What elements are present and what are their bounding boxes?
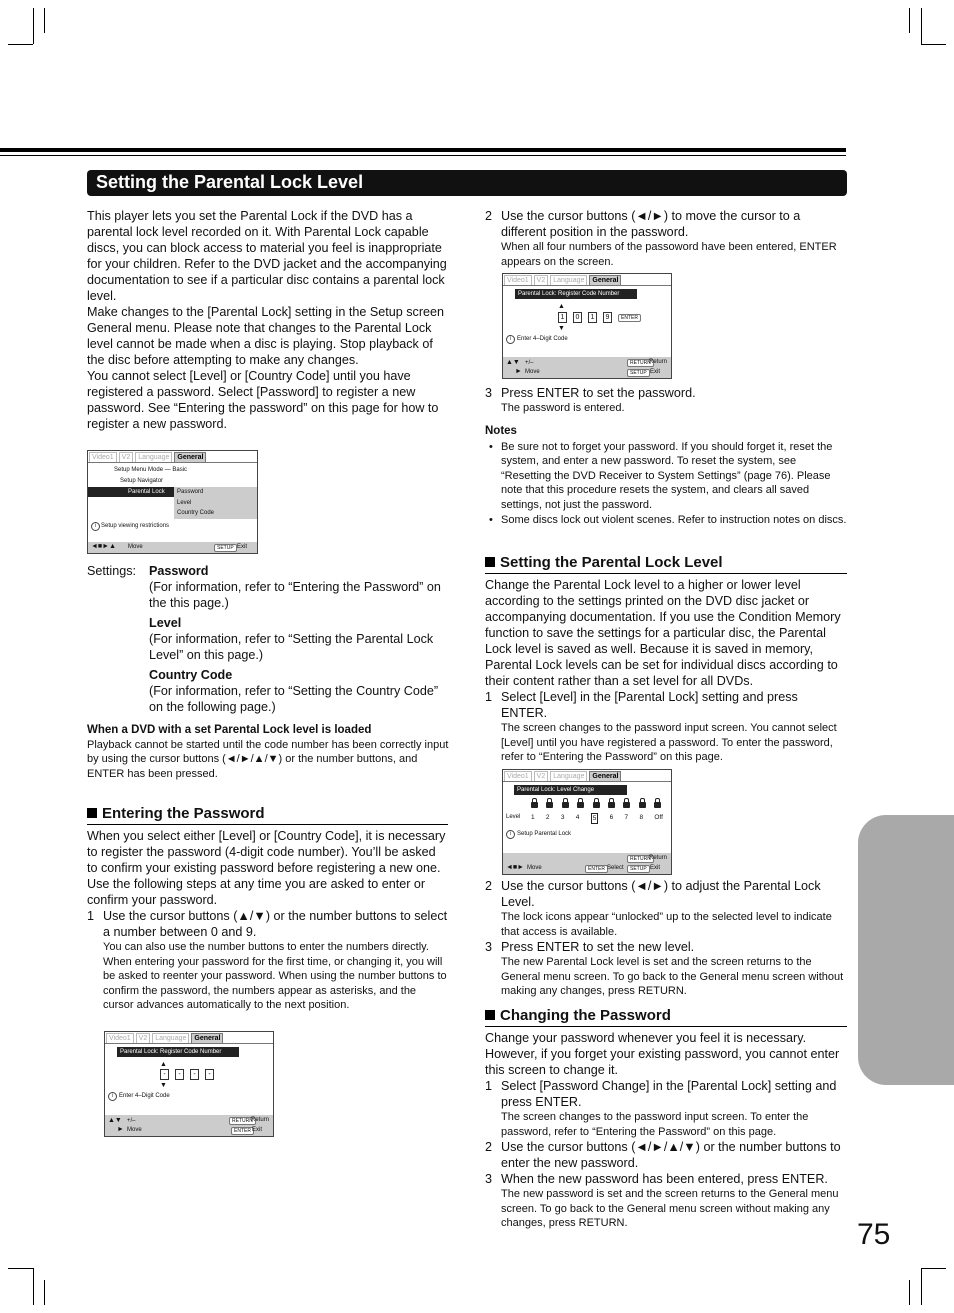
setup-key-label: SETUP — [627, 865, 650, 873]
step-text: Select [Password Change] in the [Parental Lock] setting and press ENTER. — [501, 1079, 837, 1109]
lock-icon — [593, 802, 600, 808]
step-number: 3 — [485, 940, 493, 955]
screen-label: Parental Lock: Register Code Number — [515, 289, 637, 299]
crop-mark — [909, 1280, 910, 1305]
header-rule-thin — [0, 155, 846, 156]
level-label: Level — [506, 814, 521, 820]
step-note: The lock icons appear “unlocked” up to the selected level to indicate that access is available. — [501, 911, 832, 938]
tab-video1: Video1 — [504, 275, 532, 286]
code-digit: 0 — [573, 312, 582, 323]
enter-key-label: ENTER — [231, 1127, 254, 1135]
section-heading — [485, 1006, 847, 1027]
section-heading — [87, 804, 448, 825]
footer-move: Move — [127, 1127, 142, 1133]
section-heading-text: Changing the Password — [500, 1007, 671, 1024]
lock-icon — [562, 802, 569, 808]
tab-video1: Video1 — [89, 452, 117, 463]
code-digit: - — [175, 1069, 184, 1080]
setting-desc: (For information, refer to “Entering the Password” on the this page.) — [149, 580, 441, 610]
settings-label: Settings: — [87, 564, 137, 578]
info-icon: i — [108, 1092, 117, 1101]
crop-mark — [921, 44, 946, 45]
tab-v2: V2 — [534, 275, 549, 286]
tab-v2: V2 — [136, 1033, 151, 1044]
notes-list — [485, 440, 847, 528]
entering-password-section — [87, 804, 448, 1013]
level-steps-continued — [485, 878, 847, 999]
step-number: 1 — [485, 1079, 493, 1093]
footer-move: Move — [527, 865, 542, 871]
setup-key — [214, 543, 237, 552]
step-1 — [485, 689, 847, 721]
tab-v2: V2 — [119, 452, 134, 463]
step-number: 1 — [87, 909, 95, 923]
enter-key — [231, 1126, 254, 1135]
entering-step-3 — [485, 385, 847, 416]
right-key-icon: ► — [515, 368, 522, 375]
step-note: The new password is set and the screen returns to the General menu screen. To go back to the General menu screen without making any changes, press RETURN. — [501, 1188, 839, 1230]
entering-steps-continued — [485, 208, 847, 269]
section-heading-text: Setting the Parental Lock Level — [500, 554, 723, 571]
tab-language: Language — [152, 1033, 189, 1044]
square-bullet-icon — [87, 808, 97, 818]
footer-exit: Exit — [650, 865, 661, 871]
section-side-tab — [858, 815, 954, 1085]
footer-plusminus: +/– — [127, 1118, 136, 1124]
step-text: When the new password has been entered, press ENTER. — [501, 1172, 828, 1187]
level-option: 6 — [609, 814, 614, 821]
step-text: Use the cursor buttons (◄/►) to adjust the Parental Lock Level. — [501, 879, 821, 909]
intro-paragraph: This player lets you set the Parental Lock if the DVD has a parental lock level recorded on it. With Parental Lock capable discs, you can block access to material you feel is inappropriate for your children. Refer to the DVD jacket and the accompanying documentation to see if a particular disc contains a parental lock level. — [87, 209, 447, 303]
step-note: You can also use the number buttons to enter the numbers directly. When entering your password for the first time, or changing it, you will be asked to reenter your password. When using the number buttons to confirm the password, the numbers appear as asterisks, and the cursor advances automatically to the next position. — [103, 941, 447, 1012]
changing-password-section — [485, 1006, 847, 1231]
info-icon: i — [506, 830, 515, 839]
step-note: The screen changes to the password input screen. You cannot select [Level] until you have registered a password. To enter the password, refer to “Entering the Password” on this page. — [501, 722, 837, 764]
page-number: 75 — [857, 1218, 891, 1251]
page-title-bar — [87, 170, 847, 196]
code-digit: 1 — [558, 312, 567, 323]
enter-key — [585, 864, 608, 873]
footer-move: Move — [525, 369, 540, 375]
setting-desc: (For information, refer to “Setting the Country Code” on the following page.) — [149, 684, 439, 714]
dvd-loaded-heading: When a DVD with a set Parental Lock level is loaded — [87, 724, 372, 736]
footer-select: Select — [607, 865, 624, 871]
down-arrow-icon: ▼ — [160, 1082, 167, 1089]
step-note: The password is entered. — [501, 402, 625, 414]
step-note: The screen changes to the password input screen. To enter the password, refer to “Entering the Password” on this page. — [501, 1111, 809, 1138]
section-heading — [485, 553, 847, 574]
crop-mark — [921, 1268, 922, 1305]
enter-key-label: ENTER — [585, 865, 608, 873]
level-change-screen — [502, 769, 672, 875]
tab-language: Language — [550, 771, 587, 782]
right-key-icon: ► — [117, 1126, 124, 1133]
screen-hint: Enter 4–Digit Code — [517, 336, 568, 342]
lock-icon — [577, 802, 584, 808]
level-option: 1 — [531, 814, 535, 821]
step-3 — [485, 939, 847, 955]
section-intro: Change the Parental Lock level to a higher or lower level according to the settings printed on the DVD disc jacket or accompanying documentation. If you use the Condition Memory function to save the settings for a particular disc, the Parental Lock level is saved as well. Because it is saved in memory, Parental Lock levels can be set for individual discs according to their content rather than a set level for all DVDs. — [485, 578, 841, 688]
step-number: 3 — [485, 1172, 493, 1187]
lock-icon — [608, 802, 615, 808]
crop-mark — [921, 8, 922, 44]
footer-return: Return — [251, 1117, 270, 1123]
square-bullet-icon — [485, 1010, 495, 1020]
tab-divider — [88, 462, 257, 463]
level-option: 8 — [639, 814, 644, 821]
step-text: Press ENTER to set the new level. — [501, 940, 695, 955]
step-number: 2 — [485, 1140, 493, 1155]
screen-hint: Enter 4–Digit Code — [119, 1093, 170, 1099]
down-arrow-icon: ▼ — [558, 325, 565, 332]
return-key-label: RETURN — [229, 1117, 256, 1125]
setup-menu-screen — [87, 450, 258, 554]
footer-exit: Exit — [237, 544, 248, 550]
step-3 — [485, 385, 847, 401]
crop-mark — [8, 44, 33, 45]
step-3 — [485, 1171, 847, 1187]
leftright-keys-icon: ◄■► — [506, 864, 525, 871]
step-text: Select [Level] in the [Parental Lock] setting and press ENTER. — [501, 690, 798, 720]
notes-block — [485, 424, 847, 527]
left-column — [87, 208, 449, 432]
level-option: 7 — [624, 814, 629, 821]
enter-button: ENTER — [618, 314, 641, 322]
crop-mark — [33, 1268, 34, 1305]
tab-general: General — [589, 275, 621, 286]
square-bullet-icon — [485, 557, 495, 567]
section-heading-text: Entering the Password — [102, 805, 265, 822]
footer-return: Return — [649, 855, 668, 861]
crop-mark — [44, 8, 45, 33]
crop-mark — [921, 1268, 946, 1269]
tab-v2: V2 — [534, 771, 549, 782]
up-arrow-icon: ▲ — [160, 1061, 167, 1068]
tab-language: Language — [550, 275, 587, 286]
crop-mark — [909, 8, 910, 33]
tab-divider — [503, 781, 671, 782]
screen-label: Parental Lock: Register Code Number — [117, 1047, 239, 1057]
screen-label: Parental Lock: Level Change — [514, 785, 627, 795]
level-option-selected: 5 — [592, 815, 597, 822]
tab-divider — [105, 1043, 273, 1044]
note-item: • Some discs lock out violent scenes. Refer to instruction notes on discs. — [501, 513, 847, 528]
setting-name: Password — [149, 564, 209, 578]
step-number: 1 — [485, 690, 493, 704]
lock-icon — [654, 802, 661, 808]
code-digits — [558, 312, 641, 323]
setting-desc: (For information, refer to “Setting the Parental Lock Level” on this page.) — [149, 632, 434, 662]
setup-key-label: SETUP — [627, 369, 650, 377]
tab-general: General — [191, 1033, 223, 1044]
page-title: Setting the Parental Lock Level — [96, 172, 364, 192]
setting-name: Country Code — [149, 668, 233, 682]
step-text: Use the cursor buttons (▲/▼) or the number buttons to select a number between 0 and 9. — [103, 909, 448, 939]
step-text: Press ENTER to set the password. — [501, 386, 696, 400]
setup-key-label: SETUP — [214, 544, 237, 552]
tab-general: General — [589, 771, 621, 782]
code-digit: - — [190, 1069, 199, 1080]
step-2 — [485, 208, 847, 240]
level-option: Off — [654, 814, 663, 821]
info-icon: i — [91, 522, 100, 531]
step-1 — [87, 908, 448, 940]
notes-heading: Notes — [485, 425, 517, 437]
menu-mode-label: Setup Menu Mode — Basic — [114, 467, 188, 473]
arrow-keys-icon: ◄■►▲ — [91, 543, 117, 550]
code-digits — [160, 1069, 220, 1080]
step-number: 2 — [485, 209, 493, 223]
tab-video1: Video1 — [106, 1033, 134, 1044]
level-option: 4 — [575, 814, 580, 821]
lock-icon — [531, 802, 538, 808]
parental-lock-label: Parental Lock — [128, 489, 165, 495]
note-item: • Be sure not to forget your password. If you should forget it, reset the system, and enter a new password. To reset the system, see “Resetting the DVD Receiver to System Settings” (page 76). Please note that this procedure resets the system, and clears all saved settings, not just the password. — [501, 440, 847, 513]
step-text: Use the cursor buttons (◄/►) to move the cursor to a different position in the password. — [501, 209, 801, 239]
code-digit: 9 — [603, 312, 612, 323]
step-2 — [485, 878, 847, 910]
tab-divider — [503, 285, 671, 286]
setting-name: Level — [149, 616, 182, 630]
section-intro: When you select either [Level] or [Country Code], it is necessary to register the password (4-digit code number). You’ll be asked to confirm your existing password before registering a new one. Use the following steps at any time you are asked to enter or confirm your password. — [87, 829, 446, 907]
intro-paragraph: You cannot select [Level] or [Country Code] until you have registered a password. Select [Password] to register a new password. See “Entering the password” on this page for how to register a new password. — [87, 369, 439, 431]
tab-language: Language — [135, 452, 172, 463]
up-arrow-icon: ▲ — [558, 303, 565, 310]
option-level: Level — [177, 500, 192, 506]
step-number: 3 — [485, 386, 493, 400]
option-country-code: Country Code — [177, 510, 215, 516]
tab-video1: Video1 — [504, 771, 532, 782]
tab-general: General — [174, 452, 206, 463]
step-text: Use the cursor buttons (◄/►/▲/▼) or the number buttons to enter the new password. — [501, 1140, 841, 1171]
footer-exit: Exit — [650, 369, 661, 375]
dvd-loaded-block — [87, 723, 449, 781]
screen-hint: Setup Parental Lock — [517, 831, 572, 837]
intro-paragraph: Make changes to the [Parental Lock] setting in the Setup screen General menu. Please note that changes to the Parental Lock level cannot be made when a disc is playing. Stop playback of the disc before attempting to make any changes. — [87, 305, 445, 367]
lock-icon — [639, 802, 646, 808]
footer-return: Return — [649, 359, 668, 365]
screen-hint: Setup viewing restrictions — [101, 523, 170, 529]
settings-block — [87, 563, 449, 715]
footer-exit: Exit — [252, 1127, 263, 1133]
lock-icon — [623, 802, 630, 808]
header-rule — [0, 148, 846, 152]
return-key-label: RETURN — [627, 855, 654, 863]
register-code-screen-empty — [104, 1031, 274, 1137]
setup-key — [627, 368, 650, 377]
step-1 — [485, 1078, 847, 1110]
code-digit: - — [205, 1069, 214, 1080]
updown-keys-icon: ▲▼ — [108, 1117, 122, 1124]
register-code-screen-filled — [502, 273, 672, 379]
levels-row — [531, 813, 663, 824]
lock-icons-row — [531, 798, 661, 808]
setup-key — [627, 864, 650, 873]
setup-navigator-label: Setup Navigator — [120, 478, 164, 484]
level-option: 3 — [560, 814, 565, 821]
code-digit: - — [160, 1069, 169, 1080]
section-intro: Change your password whenever you feel it is necessary. However, if you forget your existing password, you cannot enter this screen to change it. — [485, 1031, 840, 1077]
footer-move: Move — [128, 544, 143, 550]
crop-mark — [8, 1268, 33, 1269]
step-note: The new Parental Lock level is set and the screen returns to the General menu screen. To go back to the General menu screen without making any changes, press RETURN. — [501, 956, 844, 998]
dvd-loaded-text: Playback cannot be started until the code number has been correctly input by using the cursor buttons (◄/►/▲/▼) or the number buttons, and ENTER has been pressed. — [87, 738, 449, 780]
level-section — [485, 553, 847, 765]
updown-keys-icon: ▲▼ — [506, 359, 520, 366]
return-key-label: RETURN — [627, 359, 654, 367]
step-2 — [485, 1139, 847, 1171]
code-digit: 1 — [588, 312, 597, 323]
crop-mark — [44, 1280, 45, 1305]
footer-plusminus: +/– — [525, 360, 534, 366]
lock-icon — [546, 802, 553, 808]
crop-mark — [33, 8, 34, 44]
option-password: Password — [177, 489, 204, 495]
info-icon: i — [506, 335, 515, 344]
level-option: 2 — [545, 814, 550, 821]
step-number: 2 — [485, 879, 493, 893]
step-note: When all four numbers of the passoword have been entered, ENTER appears on the screen. — [501, 241, 837, 268]
